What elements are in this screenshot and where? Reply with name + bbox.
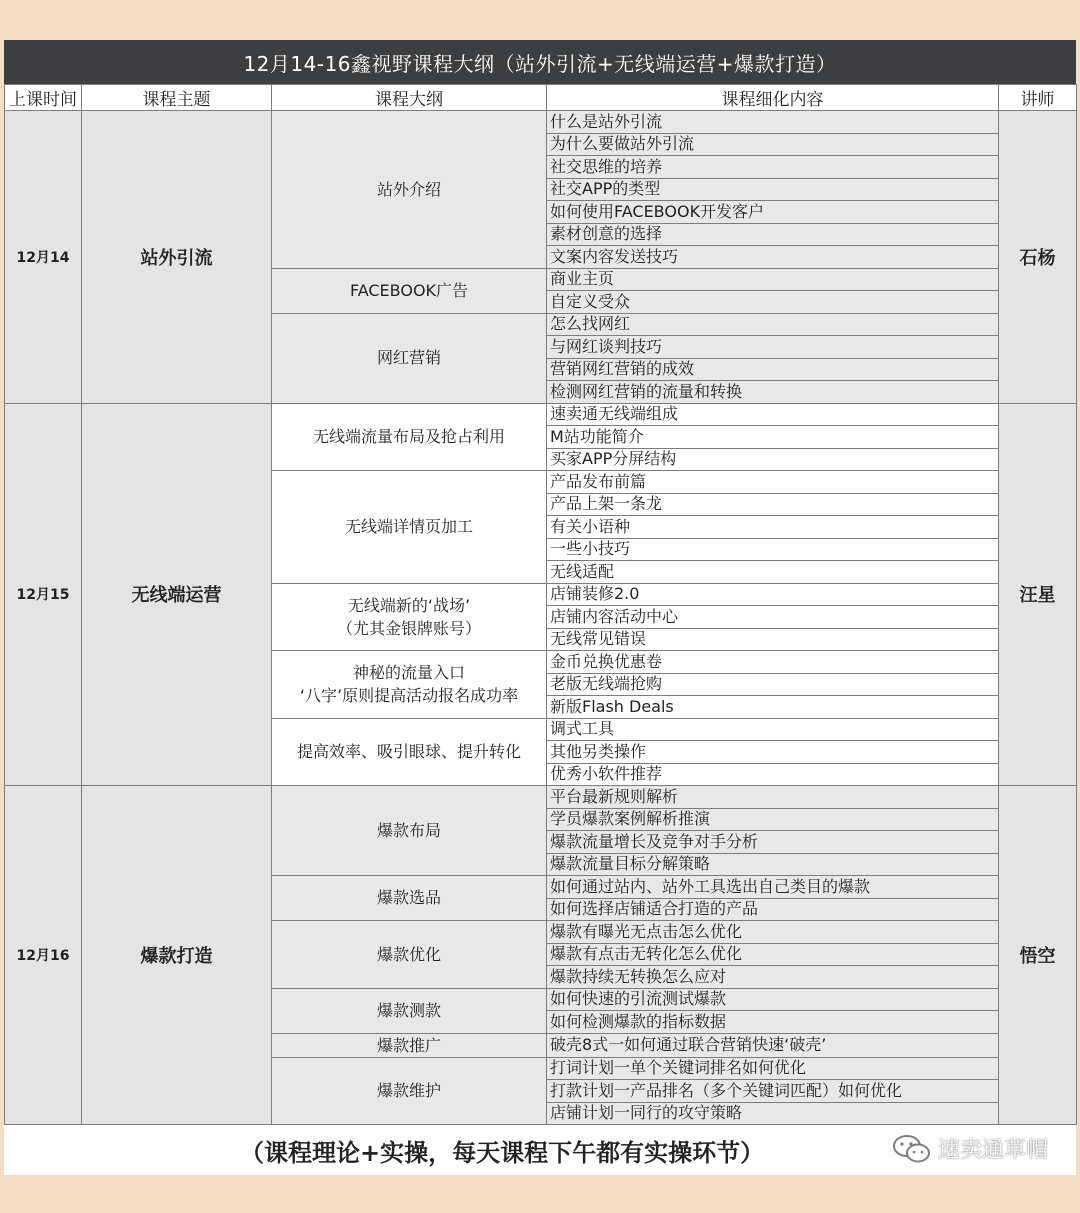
detail-item: 买家APP分屏结构 — [547, 448, 999, 471]
detail-item: 有关小语种 — [547, 516, 999, 539]
detail-item: 无线适配 — [547, 561, 999, 584]
detail-item: 社交思维的培养 — [547, 156, 999, 179]
header-theme: 课程主题 — [82, 85, 272, 111]
detail-item: 无线常见错误 — [547, 628, 999, 651]
detail-item: 如何使用FACEBOOK开发客户 — [547, 201, 999, 224]
outline-item: 爆款布局 — [272, 786, 547, 876]
detail-item: 怎么找网红 — [547, 313, 999, 336]
outline-item: 提高效率、吸引眼球、提升转化 — [272, 718, 547, 786]
detail-item: 老版无线端抢购 — [547, 673, 999, 696]
table-body — [5, 111, 1077, 1125]
detail-item: 文案内容发送技巧 — [547, 246, 999, 269]
detail-item: 商业主页 — [547, 268, 999, 291]
detail-item: 自定义受众 — [547, 291, 999, 314]
course-theme: 无线端运营 — [82, 403, 272, 786]
detail-item: 产品上架一条龙 — [547, 493, 999, 516]
course-outline-sheet — [4, 40, 1076, 1175]
lecturer-name: 汪星 — [999, 403, 1077, 786]
detail-item: 学员爆款案例解析推演 — [547, 808, 999, 831]
detail-item: 爆款有曝光无点击怎么优化 — [547, 921, 999, 944]
detail-item: 社交APP的类型 — [547, 178, 999, 201]
detail-item: 如何选择店铺适合打造的产品 — [547, 898, 999, 921]
course-outline-table — [4, 84, 1077, 1125]
footer-note — [4, 1125, 1076, 1175]
detail-item: 打词计划一单个关键词排名如何优化 — [547, 1057, 999, 1080]
detail-item: 店铺内容活动中心 — [547, 606, 999, 629]
outline-item: 无线端流量布局及抢占利用 — [272, 403, 547, 471]
outline-item: 爆款推广 — [272, 1033, 547, 1057]
header-detail: 课程细化内容 — [547, 85, 999, 111]
outline-item: 爆款维护 — [272, 1057, 547, 1125]
detail-item: 店铺装修2.0 — [547, 583, 999, 606]
detail-item: 金币兑换优惠卷 — [547, 651, 999, 674]
outline-item: 无线端详情页加工 — [272, 471, 547, 584]
wechat-icon — [892, 1134, 932, 1164]
outline-item: 爆款优化 — [272, 921, 547, 989]
detail-item: 新版Flash Deals — [547, 696, 999, 719]
footer-text: （课程理论+实操，每天课程下午都有实操环节） — [240, 1138, 765, 1167]
class-date: 12月15 — [5, 403, 82, 786]
outline-item: 网红营销 — [272, 313, 547, 403]
table-row — [5, 786, 1077, 809]
detail-item: 优秀小软件推荐 — [547, 763, 999, 786]
header-outline: 课程大纲 — [272, 85, 547, 111]
detail-item: 如何通过站内、站外工具选出自己类目的爆款 — [547, 876, 999, 899]
lecturer-name: 石杨 — [999, 111, 1077, 404]
detail-item: 爆款持续无转换怎么应对 — [547, 966, 999, 989]
outline-item: 无线端新的‘战场’ （尤其金银牌账号） — [272, 583, 547, 651]
header-date: 上课时间 — [5, 85, 82, 111]
detail-item: 破壳8式一如何通过联合营销快速‘破壳’ — [547, 1033, 999, 1057]
outline-item: FACEBOOK广告 — [272, 268, 547, 313]
detail-item: 打款计划一产品排名（多个关键词匹配）如何优化 — [547, 1080, 999, 1103]
detail-item: 一些小技巧 — [547, 538, 999, 561]
page-title: 12月14-16鑫视野课程大纲（站外引流+无线端运营+爆款打造） — [4, 40, 1076, 84]
detail-item: 爆款流量增长及竞争对手分析 — [547, 831, 999, 854]
outline-item: 爆款选品 — [272, 876, 547, 921]
watermark — [892, 1133, 1048, 1164]
lecturer-name: 悟空 — [999, 786, 1077, 1125]
detail-item: 如何检测爆款的指标数据 — [547, 1011, 999, 1034]
detail-item: 爆款有点击无转化怎么优化 — [547, 943, 999, 966]
detail-item: 与网红谈判技巧 — [547, 336, 999, 359]
detail-item: 什么是站外引流 — [547, 111, 999, 134]
course-theme: 爆款打造 — [82, 786, 272, 1125]
course-theme: 站外引流 — [82, 111, 272, 404]
detail-item: 检测网红营销的流量和转换 — [547, 381, 999, 404]
class-date: 12月14 — [5, 111, 82, 404]
detail-item: 平台最新规则解析 — [547, 786, 999, 809]
outline-item: 神秘的流量入口 ‘八字’原则提高活动报名成功率 — [272, 651, 547, 719]
detail-item: 如何快速的引流测试爆款 — [547, 988, 999, 1011]
detail-item: 营销网红营销的成效 — [547, 358, 999, 381]
header-row — [5, 85, 1077, 111]
watermark-text: 速卖通草帽 — [937, 1138, 1048, 1164]
detail-item: 爆款流量目标分解策略 — [547, 853, 999, 876]
detail-item: 素材创意的选择 — [547, 223, 999, 246]
class-date: 12月16 — [5, 786, 82, 1125]
outline-item: 站外介绍 — [272, 111, 547, 269]
detail-item: 店铺计划一同行的攻守策略 — [547, 1102, 999, 1125]
table-row — [5, 403, 1077, 426]
detail-item: 为什么要做站外引流 — [547, 133, 999, 156]
table-row — [5, 111, 1077, 134]
outline-item: 爆款测款 — [272, 988, 547, 1033]
detail-item: 速卖通无线端组成 — [547, 403, 999, 426]
detail-item: 产品发布前篇 — [547, 471, 999, 494]
detail-item: 其他另类操作 — [547, 741, 999, 764]
detail-item: 调式工具 — [547, 718, 999, 741]
header-lecturer: 讲师 — [999, 85, 1077, 111]
detail-item: M站功能简介 — [547, 426, 999, 449]
